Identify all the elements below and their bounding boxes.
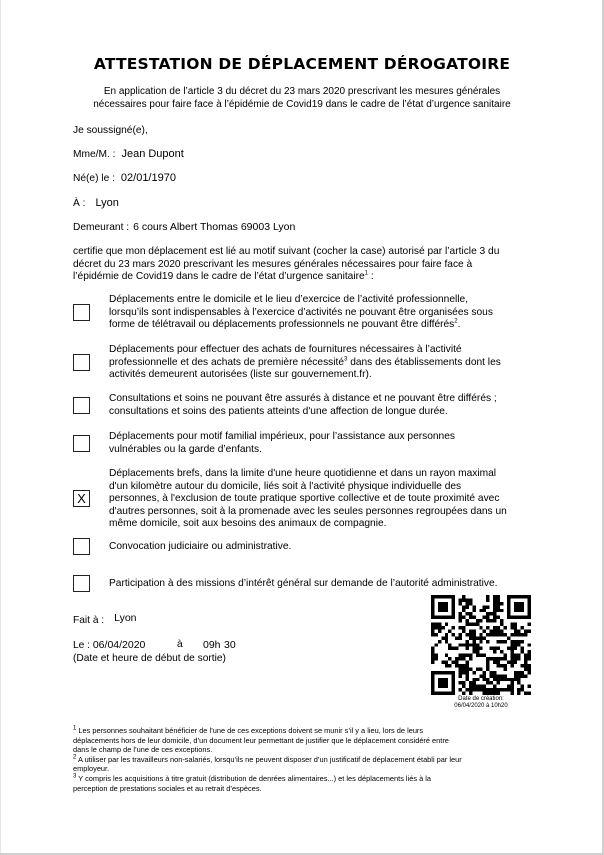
- option-line: Consultations et soins ne pouvant être assurés à distance et ne pouvant être différés ;: [109, 393, 497, 404]
- option-line-end: .: [457, 319, 461, 331]
- option-text: [109, 431, 533, 456]
- hour-field[interactable]: 09h: [203, 639, 221, 651]
- checkbox-shopping[interactable]: [73, 354, 90, 371]
- option-line: [109, 319, 533, 332]
- page-left-edge: [0, 0, 1, 855]
- certify-line: certifie que mon déplacement est lié au motif suivant (cocher la case) autorisé par l’article 3 du: [73, 246, 500, 257]
- option-line: Participation à des missions d’intérêt général sur demande de l’autorité administrative.: [109, 578, 498, 589]
- qr-code: [431, 595, 531, 695]
- option-text: [109, 578, 569, 591]
- intro-line: nécessaires pour faire face à l’épidémie de Covid19 dans le cadre de l’état d’urgence sanitaire: [93, 98, 511, 110]
- option-line-text: dans des établissements dont les: [347, 356, 501, 368]
- qr-caption: [428, 696, 534, 710]
- name-field[interactable]: Jean Dupont: [121, 148, 184, 160]
- qr-caption-line: Date de création:: [458, 696, 504, 702]
- checkbox-mission[interactable]: [73, 575, 90, 592]
- option-line: Déplacements pour effectuer des achats de fournitures nécessaires à l’activité: [109, 344, 462, 355]
- option-text: [109, 344, 533, 382]
- footnote-line: [73, 755, 533, 765]
- footnote-text: A utiliser par les travailleurs non-salariés, lorsqu’ils ne peuvent disposer d’un justificatif de déplacement établi par leur: [78, 754, 462, 764]
- footnote-1: [73, 726, 533, 755]
- option-line: personnes, à l'exclusion de toute pratique sportive collective et de toute proximité avec: [109, 493, 500, 505]
- birth-label: Né(e) le :: [73, 173, 115, 184]
- option-text: [109, 541, 533, 554]
- fait-label: Fait à :: [73, 615, 105, 626]
- place-row: [73, 197, 119, 209]
- intro-line: En application de l’article 3 du décret du 23 mars 2020 prescrivant les mesures générales: [103, 86, 501, 97]
- document-title: ATTESTATION DE DÉPLACEMENT DÉROGATOIRE: [93, 55, 511, 73]
- footnote-line: [73, 774, 533, 784]
- footnote-ref-2: 2: [454, 318, 458, 325]
- option-line: consultations et soins des patients atteints d'une affection de longue durée.: [109, 405, 448, 417]
- footnote-line: employeur.: [73, 764, 110, 774]
- footnote-line: déplacements hors de leur domicile, d’un document leur permettant de justifier que le déplacement considéré entre: [73, 735, 449, 745]
- footnote-number: 1: [73, 725, 77, 732]
- date-field[interactable]: 06/04/2020: [92, 639, 146, 651]
- option-line: [109, 357, 533, 370]
- footnote-line: perception de prestations sociales et au retrait d’espèces.: [73, 783, 262, 793]
- date-note: (Date et heure de début de sortie): [73, 653, 226, 664]
- checkbox-health[interactable]: [73, 397, 90, 414]
- footnote-line: [73, 726, 533, 736]
- footnote-ref-3: 3: [344, 356, 348, 363]
- date-row: [73, 639, 313, 651]
- option-line: même domicile, soit aux besoins des animaux de compagnie.: [109, 518, 387, 530]
- name-label: Mme/M. :: [73, 149, 116, 160]
- date-label: Le :: [73, 640, 90, 651]
- time-at-label: à: [177, 639, 183, 650]
- footnote-3: [73, 774, 533, 793]
- option-line: Déplacements entre le domicile et le lieu d’exercice de l’activité professionnelle,: [109, 294, 469, 305]
- option-text: [109, 468, 533, 531]
- option-line: Déplacements brefs, dans la limite d'une heure quotidienne et dans un rayon maximal: [109, 468, 497, 479]
- address-label: Demeurant :: [73, 222, 130, 233]
- qr-caption-line: 06/04/2020 à 10h20: [454, 703, 508, 709]
- checkbox-judicial[interactable]: [73, 538, 90, 555]
- qr-block: [431, 595, 531, 710]
- certify-colon: :: [368, 271, 374, 283]
- intro-paragraph: [70, 86, 534, 111]
- footnote-line: dans le champ de l’une de ces exceptions.: [73, 745, 213, 755]
- fait-row: [73, 614, 137, 626]
- fait-place-field[interactable]: Lyon: [114, 612, 137, 624]
- certify-paragraph: [73, 246, 533, 284]
- birth-row: [73, 172, 176, 184]
- footnote-text: Les personnes souhaitant bénéficier de l’une de ces exceptions doivent se munir s’il y a lieu, lors de leurs: [78, 726, 424, 735]
- footnotes: [73, 726, 533, 793]
- option-line: activités demeurent autorisées (liste sur gouvernement.fr).: [109, 369, 372, 381]
- option-line: d'un kilomètre autour du domicile, liés soit à l'activité physique individuelle des: [109, 480, 462, 492]
- footnote-text: Y compris les acquisitions à titre gratuit (distribution de denrées alimentaires...) et les déplacements liés à la: [78, 773, 431, 783]
- place-label: À :: [73, 198, 86, 209]
- checkbox-work[interactable]: [73, 304, 90, 321]
- option-line-text: professionnelle et des achats de première nécessité: [109, 356, 345, 368]
- minute-field[interactable]: 30: [224, 639, 236, 651]
- option-line-text: forme de télétravail ou déplacements professionnels ne pouvant être différés: [109, 319, 455, 331]
- option-line: vulnérables ou la garde d’enfants.: [109, 443, 262, 455]
- option-text: [109, 294, 533, 332]
- certify-line: décret du 23 mars 2020 prescrivant les mesures générales nécessaires pour faire face à: [73, 258, 473, 270]
- address-row: [73, 221, 295, 233]
- soussigne-label: Je soussigné(e),: [73, 125, 148, 136]
- footnote-2: [73, 755, 533, 774]
- footnote-number: 2: [73, 754, 77, 761]
- option-line: d'autres personnes, soit à la promenade avec les seules personnes regroupées dans un: [109, 505, 507, 517]
- certify-line: [73, 271, 533, 284]
- certify-text: l’épidémie de Covid19 dans le cadre de l’état d’urgence sanitaire: [73, 271, 365, 283]
- option-line: Convocation judiciaire ou administrative.: [109, 541, 292, 552]
- name-row: [73, 148, 184, 160]
- birth-date-field[interactable]: 02/01/1970: [120, 172, 176, 184]
- footnote-ref-1: 1: [364, 270, 369, 277]
- option-text: [109, 393, 533, 418]
- checkbox-family[interactable]: [73, 435, 90, 452]
- option-line: Déplacements pour motif familial impérieux, pour l’assistance aux personnes: [109, 431, 455, 442]
- checkbox-exercise[interactable]: X: [73, 490, 90, 507]
- address-field[interactable]: 6 cours Albert Thomas 69003 Lyon: [133, 221, 296, 233]
- birth-place-field[interactable]: Lyon: [95, 197, 119, 209]
- footnote-number: 3: [73, 773, 77, 780]
- option-line: lorsqu’ils sont indispensables à l’exercice d’activités ne pouvant être organisées sous: [109, 306, 493, 318]
